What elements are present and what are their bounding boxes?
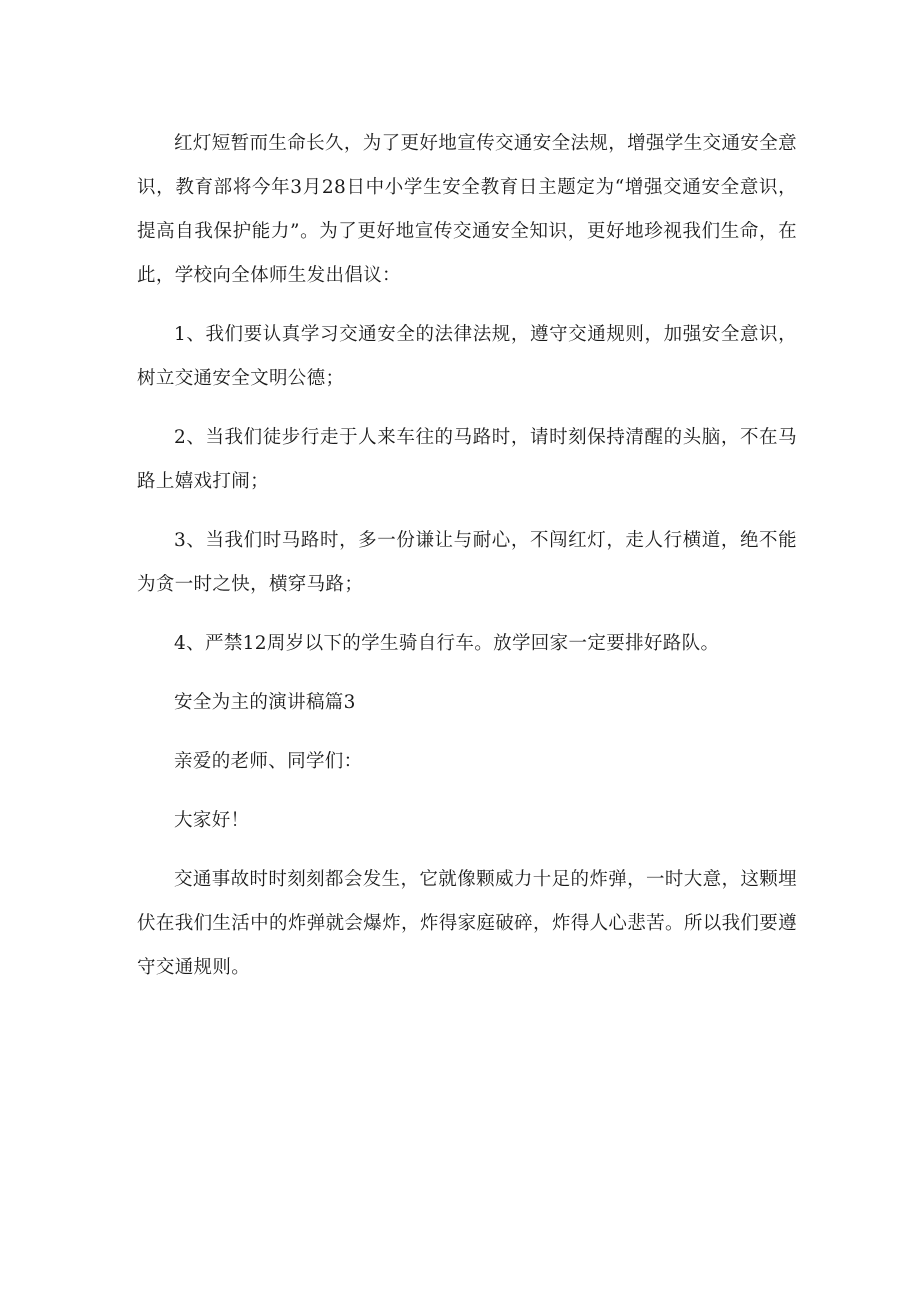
- greeting: 亲爱的老师、同学们：: [174, 751, 363, 772]
- paragraph-item-3: 3、当我们时马路时，多一份谦让与耐心，不闯红灯，走人行横道，绝不能为贪一时之快，横穿马路；: [137, 530, 797, 595]
- paragraph-item-1: 1、我们要认真学习交通安全的法律法规，遵守交通规则，加强安全意识，树立交通安全文明公德；: [137, 324, 797, 389]
- paragraph-intro: 红灯短暂而生命长久，为了更好地宣传交通安全法规，增强学生交通安全意识，教育部将今年3月28日中小学生安全教育日主题定为“增强交通安全意识，提高自我保护能力”。为了更好地宣传交通安全知识，更好地珍视我们生命，在此，学校向全体师生发出倡议：: [137, 133, 797, 286]
- section-title: 安全为主的演讲稿篇3: [174, 692, 356, 713]
- paragraph-item-4: 4、严禁12周岁以下的学生骑自行车。放学回家一定要排好路队。: [174, 633, 720, 654]
- paragraph-closing: 交通事故时时刻刻都会发生，它就像颗威力十足的炸弹，一时大意，这颗埋伏在我们生活中的炸弹就会爆炸，炸得家庭破碎，炸得人心悲苦。所以我们要遵守交通规则。: [137, 869, 797, 978]
- paragraph-item-2: 2、当我们徒步行走于人来车往的马路时，请时刻保持清醒的头脑，不在马路上嬉戏打闹；: [137, 427, 797, 492]
- document-body: [137, 122, 797, 1005]
- hello-line: 大家好！: [174, 810, 250, 831]
